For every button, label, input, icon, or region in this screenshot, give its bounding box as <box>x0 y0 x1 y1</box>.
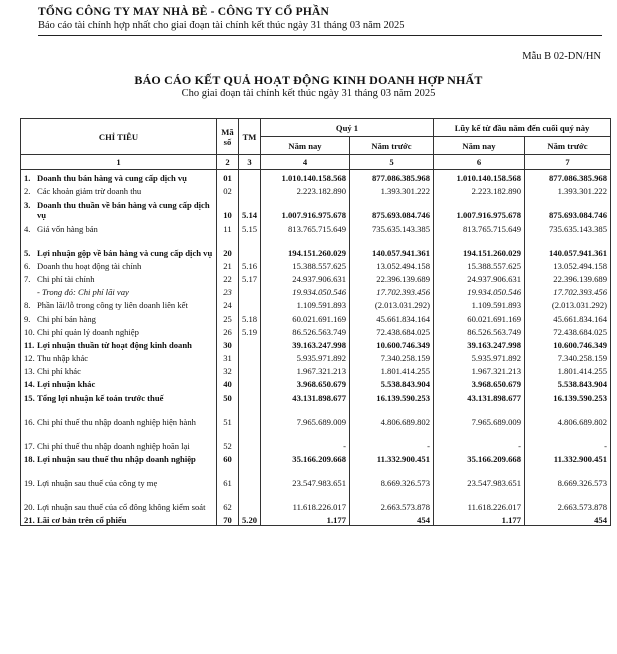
row-note <box>239 376 261 389</box>
col-header-quy: Quý 1 <box>261 119 434 137</box>
col-number: 5 <box>350 155 434 170</box>
row-label: Chi phí tài chính <box>37 273 95 284</box>
row-label-cell <box>21 284 217 297</box>
row-note <box>239 234 261 258</box>
row-code: 20 <box>217 234 239 258</box>
row-label-cell <box>21 427 217 451</box>
row-note: 5.14 <box>239 196 261 220</box>
table-row <box>21 183 611 196</box>
value-q1-current: 3.968.650.679 <box>261 376 350 389</box>
value-q1-current: 813.765.715.649 <box>261 220 350 233</box>
row-number: 13. <box>24 366 35 377</box>
value-ytd-current: 813.765.715.649 <box>434 220 525 233</box>
value-q1-prior: 5.538.843.904 <box>350 376 434 389</box>
value-ytd-current: 1.967.321.213 <box>434 363 525 376</box>
row-label-cell <box>21 376 217 389</box>
value-ytd-prior: 10.600.746.349 <box>525 337 611 350</box>
income-statement-table <box>20 118 611 526</box>
value-ytd-current: 11.618.226.017 <box>434 488 525 512</box>
value-q1-prior: 16.139.590.253 <box>350 389 434 402</box>
row-code: 32 <box>217 363 239 376</box>
value-q1-current: 1.177 <box>261 512 350 526</box>
row-label-cell <box>21 183 217 196</box>
value-q1-current: - <box>261 427 350 451</box>
table-row <box>21 350 611 363</box>
table-row <box>21 488 611 512</box>
value-q1-current: 39.163.247.998 <box>261 337 350 350</box>
row-label-cell <box>21 350 217 363</box>
table-row <box>21 297 611 310</box>
value-q1-prior: 8.669.326.573 <box>350 464 434 488</box>
value-ytd-current: 35.166.209.668 <box>434 451 525 464</box>
row-label: Chi phí khác <box>37 366 81 377</box>
row-label: Lãi cơ bản trên cổ phiếu <box>37 515 127 525</box>
value-q1-current: 60.021.691.169 <box>261 310 350 323</box>
value-ytd-current: - <box>434 427 525 451</box>
col-number: 2 <box>217 155 239 170</box>
value-q1-prior: 735.635.143.385 <box>350 220 434 233</box>
row-code: 25 <box>217 310 239 323</box>
row-number: 12. <box>24 353 35 364</box>
report-subtitle: Báo cáo tài chính hợp nhất cho giai đoạn tài chính kết thúc ngày 31 tháng 03 năm 2025 <box>38 20 405 31</box>
row-note <box>239 363 261 376</box>
row-code: 62 <box>217 488 239 512</box>
table-row <box>21 451 611 464</box>
value-q1-current: 11.618.226.017 <box>261 488 350 512</box>
value-q1-current: 1.967.321.213 <box>261 363 350 376</box>
value-ytd-current: 39.163.247.998 <box>434 337 525 350</box>
row-code: 01 <box>217 170 239 184</box>
row-note <box>239 284 261 297</box>
row-label: - Trong đó: Chi phí lãi vay <box>37 287 129 298</box>
row-note: 5.16 <box>239 258 261 271</box>
row-number: 3. <box>24 200 31 211</box>
value-ytd-prior: 72.438.684.025 <box>525 324 611 337</box>
value-ytd-current: 1.010.140.158.568 <box>434 170 525 184</box>
row-note <box>239 297 261 310</box>
row-label: Doanh thu thuần về bán hàng và cung cấp dịch vụ <box>37 200 210 221</box>
value-q1-current: 15.388.557.625 <box>261 258 350 271</box>
row-note <box>239 170 261 184</box>
value-q1-current: 7.965.689.009 <box>261 403 350 427</box>
row-number: 6. <box>24 260 31 271</box>
value-ytd-prior: (2.013.031.292) <box>525 297 611 310</box>
row-label: Doanh thu bán hàng và cung cấp dịch vụ <box>37 173 187 184</box>
value-ytd-prior: 875.693.084.746 <box>525 196 611 220</box>
company-name: TỔNG CÔNG TY MAY NHÀ BÈ - CÔNG TY CỔ PHẦN <box>38 6 330 18</box>
value-ytd-prior: 454 <box>525 512 611 526</box>
value-q1-current: 2.223.182.890 <box>261 183 350 196</box>
value-ytd-current: 24.937.906.631 <box>434 271 525 284</box>
value-q1-current: 5.935.971.892 <box>261 350 350 363</box>
value-q1-prior: (2.013.031.292) <box>350 297 434 310</box>
row-label-cell <box>21 220 217 233</box>
table-row <box>21 389 611 402</box>
value-ytd-current: 15.388.557.625 <box>434 258 525 271</box>
value-q1-prior: 4.806.689.802 <box>350 403 434 427</box>
value-q1-prior: 1.801.414.255 <box>350 363 434 376</box>
table-row <box>21 258 611 271</box>
value-q1-prior: 22.396.139.689 <box>350 271 434 284</box>
col-number: 6 <box>434 155 525 170</box>
row-label-cell <box>21 234 217 258</box>
table-row <box>21 271 611 284</box>
row-label-cell <box>21 310 217 323</box>
row-code: 30 <box>217 337 239 350</box>
value-ytd-prior: - <box>525 427 611 451</box>
row-label: Chi phí thuế thu nhập doanh nghiệp hoãn lại <box>37 440 190 451</box>
col-header-namtruoc: Năm trước <box>350 137 434 155</box>
value-q1-current: 35.166.209.668 <box>261 451 350 464</box>
row-note <box>239 488 261 512</box>
value-q1-current: 86.526.563.749 <box>261 324 350 337</box>
row-note <box>239 183 261 196</box>
col-header-namtruoc: Năm trước <box>525 137 611 155</box>
col-number: 7 <box>525 155 611 170</box>
value-q1-prior: 454 <box>350 512 434 526</box>
row-label: Lợi nhuận thuần từ hoạt động kinh doanh <box>37 339 192 350</box>
row-label-cell <box>21 170 217 184</box>
row-label: Thu nhập khác <box>37 353 89 364</box>
col-header-namnay: Năm nay <box>261 137 350 155</box>
value-q1-prior: 877.086.385.968 <box>350 170 434 184</box>
value-ytd-prior: 7.340.258.159 <box>525 350 611 363</box>
value-q1-prior: 10.600.746.349 <box>350 337 434 350</box>
row-code: 22 <box>217 271 239 284</box>
table-row <box>21 427 611 451</box>
row-code: 40 <box>217 376 239 389</box>
col-number: 3 <box>239 155 261 170</box>
value-ytd-prior: 2.663.573.878 <box>525 488 611 512</box>
row-code: 50 <box>217 389 239 402</box>
col-header-namnay: Năm nay <box>434 137 525 155</box>
value-q1-prior: 45.661.834.164 <box>350 310 434 323</box>
row-note: 5.20 <box>239 512 261 526</box>
col-header-luyke: Lũy kế từ đầu năm đến cuối quý này <box>434 119 611 137</box>
table-row <box>21 170 611 184</box>
value-q1-current: 1.007.916.975.678 <box>261 196 350 220</box>
row-number: 4. <box>24 223 31 234</box>
value-ytd-current: 60.021.691.169 <box>434 310 525 323</box>
row-label-cell <box>21 488 217 512</box>
value-ytd-current: 7.965.689.009 <box>434 403 525 427</box>
table-row <box>21 337 611 350</box>
row-label: Lợi nhuận khác <box>37 379 96 390</box>
row-note <box>239 451 261 464</box>
row-label: Chi phí bán hàng <box>37 313 96 324</box>
value-q1-current: 23.547.983.651 <box>261 464 350 488</box>
row-note <box>239 427 261 451</box>
row-number <box>24 287 37 297</box>
col-header-ma: Mã số <box>217 119 239 155</box>
row-label-cell <box>21 464 217 488</box>
row-code: 10 <box>217 196 239 220</box>
row-label-cell <box>21 196 217 220</box>
row-label-cell <box>21 324 217 337</box>
value-ytd-prior: 8.669.326.573 <box>525 464 611 488</box>
value-q1-prior: 1.393.301.222 <box>350 183 434 196</box>
table-row <box>21 363 611 376</box>
value-ytd-prior: 140.057.941.361 <box>525 234 611 258</box>
row-code: 02 <box>217 183 239 196</box>
row-number: 11. <box>24 339 35 350</box>
row-code: 11 <box>217 220 239 233</box>
row-number: 17. <box>24 440 35 451</box>
report-period: Cho giai đoạn tài chính kết thúc ngày 31 tháng 03 năm 2025 <box>181 88 436 99</box>
value-q1-prior: 140.057.941.361 <box>350 234 434 258</box>
table-row <box>21 324 611 337</box>
row-label-cell <box>21 297 217 310</box>
value-q1-current: 24.937.906.631 <box>261 271 350 284</box>
value-ytd-prior: 877.086.385.968 <box>525 170 611 184</box>
form-code: Mẫu B 02-DN/HN <box>522 51 601 62</box>
row-label-cell <box>21 512 217 526</box>
row-note <box>239 337 261 350</box>
row-number: 8. <box>24 300 31 311</box>
row-number: 14. <box>24 379 35 390</box>
row-label-cell <box>21 258 217 271</box>
row-label: Các khoản giảm trừ doanh thu <box>37 186 142 197</box>
row-code: 31 <box>217 350 239 363</box>
row-label-cell <box>21 389 217 402</box>
value-q1-current: 19.934.050.546 <box>261 284 350 297</box>
value-ytd-prior: 22.396.139.689 <box>525 271 611 284</box>
row-code: 21 <box>217 258 239 271</box>
value-q1-prior: 72.438.684.025 <box>350 324 434 337</box>
row-number: 7. <box>24 273 31 284</box>
row-note: 5.18 <box>239 310 261 323</box>
value-q1-current: 43.131.898.677 <box>261 389 350 402</box>
row-code: 23 <box>217 284 239 297</box>
table-row <box>21 310 611 323</box>
row-number: 1. <box>24 173 31 184</box>
value-ytd-current: 43.131.898.677 <box>434 389 525 402</box>
col-header-tm: TM <box>239 119 261 155</box>
table-row <box>21 376 611 389</box>
value-q1-current: 1.010.140.158.568 <box>261 170 350 184</box>
value-q1-prior: 2.663.573.878 <box>350 488 434 512</box>
row-number: 21. <box>24 515 35 525</box>
table-row <box>21 512 611 526</box>
value-ytd-current: 1.007.916.975.678 <box>434 196 525 220</box>
row-number: 20. <box>24 501 35 512</box>
row-label-cell <box>21 271 217 284</box>
row-code: 51 <box>217 403 239 427</box>
row-number: 2. <box>24 186 31 197</box>
value-ytd-current: 23.547.983.651 <box>434 464 525 488</box>
value-ytd-prior: 16.139.590.253 <box>525 389 611 402</box>
value-ytd-current: 5.935.971.892 <box>434 350 525 363</box>
value-q1-current: 194.151.260.029 <box>261 234 350 258</box>
row-label: Lợi nhuận sau thuế của cổ đông không kiểm soát <box>37 501 206 512</box>
row-label-cell <box>21 363 217 376</box>
row-label: Chi phí quản lý doanh nghiệp <box>37 326 139 337</box>
row-note: 5.19 <box>239 324 261 337</box>
col-number: 1 <box>21 155 217 170</box>
value-ytd-prior: 1.393.301.222 <box>525 183 611 196</box>
row-label: Giá vốn hàng bán <box>37 223 98 234</box>
row-code: 60 <box>217 451 239 464</box>
row-note <box>239 350 261 363</box>
row-code: 52 <box>217 427 239 451</box>
table-row <box>21 234 611 258</box>
value-ytd-prior: 4.806.689.802 <box>525 403 611 427</box>
value-q1-prior: 13.052.494.158 <box>350 258 434 271</box>
row-label-cell <box>21 337 217 350</box>
value-q1-prior: 7.340.258.159 <box>350 350 434 363</box>
value-ytd-prior: 1.801.414.255 <box>525 363 611 376</box>
table-row <box>21 220 611 233</box>
table-row <box>21 196 611 220</box>
value-q1-prior: 875.693.084.746 <box>350 196 434 220</box>
value-ytd-current: 19.934.050.546 <box>434 284 525 297</box>
report-title: BÁO CÁO KẾT QUẢ HOẠT ĐỘNG KINH DOANH HỢP NHẤT <box>134 73 483 87</box>
header-divider <box>38 35 602 36</box>
row-note: 5.15 <box>239 220 261 233</box>
value-ytd-prior: 13.052.494.158 <box>525 258 611 271</box>
row-label: Lợi nhuận gộp về bán hàng và cung cấp dịch vụ <box>37 247 213 258</box>
row-code: 26 <box>217 324 239 337</box>
value-ytd-prior: 11.332.900.451 <box>525 451 611 464</box>
row-label-cell <box>21 403 217 427</box>
value-ytd-current: 3.968.650.679 <box>434 376 525 389</box>
table-row <box>21 464 611 488</box>
row-number: 18. <box>24 453 35 464</box>
row-label: Lợi nhuận sau thuế thu nhập doanh nghiệp <box>37 453 196 464</box>
value-ytd-prior: 5.538.843.904 <box>525 376 611 389</box>
value-ytd-current: 2.223.182.890 <box>434 183 525 196</box>
value-ytd-prior: 17.702.393.456 <box>525 284 611 297</box>
row-code: 70 <box>217 512 239 526</box>
row-number: 16. <box>24 416 35 427</box>
col-number: 4 <box>261 155 350 170</box>
value-ytd-current: 86.526.563.749 <box>434 324 525 337</box>
value-q1-current: 1.109.591.893 <box>261 297 350 310</box>
row-note: 5.17 <box>239 271 261 284</box>
row-number: 5. <box>24 247 31 258</box>
row-number: 15. <box>24 392 35 403</box>
row-label: Chi phí thuế thu nhập doanh nghiệp hiện hành <box>37 416 196 427</box>
value-q1-prior: - <box>350 427 434 451</box>
row-note <box>239 464 261 488</box>
row-code: 24 <box>217 297 239 310</box>
value-ytd-prior: 45.661.834.164 <box>525 310 611 323</box>
row-code: 61 <box>217 464 239 488</box>
row-number: 9. <box>24 313 31 324</box>
value-ytd-current: 1.177 <box>434 512 525 526</box>
col-header-chitieu: CHỈ TIÊU <box>21 119 217 155</box>
row-number: 19. <box>24 477 35 488</box>
row-note <box>239 403 261 427</box>
table-row <box>21 403 611 427</box>
value-q1-prior: 11.332.900.451 <box>350 451 434 464</box>
value-q1-prior: 17.702.393.456 <box>350 284 434 297</box>
row-label: Phần lãi/lỗ trong công ty liên doanh liên kết <box>37 300 188 311</box>
value-ytd-prior: 735.635.143.385 <box>525 220 611 233</box>
row-note <box>239 389 261 402</box>
value-ytd-current: 194.151.260.029 <box>434 234 525 258</box>
row-label-cell <box>21 451 217 464</box>
row-label: Tổng lợi nhuận kế toán trước thuế <box>37 392 164 403</box>
row-label: Doanh thu hoạt động tài chính <box>37 260 142 271</box>
table-row <box>21 284 611 297</box>
row-label: Lợi nhuận sau thuế của công ty mẹ <box>37 477 158 488</box>
row-number: 10. <box>24 326 35 337</box>
value-ytd-current: 1.109.591.893 <box>434 297 525 310</box>
